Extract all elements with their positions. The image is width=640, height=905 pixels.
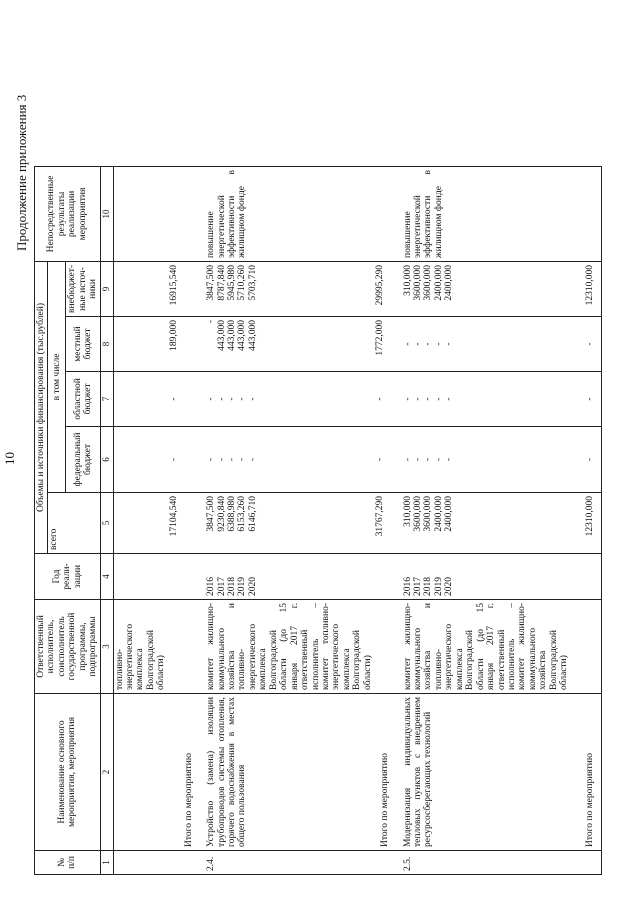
total-local: 1772,000 (374, 317, 391, 372)
header-total: всего (48, 493, 100, 554)
table-row (402, 166, 571, 874)
total-extrabudget: 12310,000 (571, 261, 602, 316)
header-financing: Объемы и источники финансирования (тыс.рублей) (35, 261, 48, 553)
total-sum: 17104,540 (168, 493, 195, 554)
activity-local: - - - - - (402, 317, 571, 372)
total-regional: - (571, 372, 602, 427)
activity-regional: - - - - - (205, 372, 374, 427)
header-extrabudget: внебюджет- ные источ- ники (66, 261, 100, 316)
header-row-1 (35, 166, 48, 874)
column-number: 3 (100, 600, 113, 694)
total-sum: 31767,290 (374, 493, 391, 554)
column-number: 10 (100, 166, 113, 261)
total-sum: 12310,000 (571, 493, 602, 554)
total-federal: - (374, 427, 391, 493)
total-label: Итого по мероприятию (374, 694, 391, 851)
header-federal: федеральный бюджет (66, 427, 100, 493)
activity-total: 310,000 3600,000 3600,000 2400,000 2400,000 (402, 493, 571, 554)
activity-total: 3847,500 9230,840 6388,980 6153,260 6146,710 (205, 493, 374, 554)
program-table (34, 166, 602, 875)
continuation-executor: топливно-энергетического комплекса Волгоградской области) (113, 600, 168, 694)
activity-federal: - - - - - (402, 427, 571, 493)
total-extrabudget: 16915,540 (168, 261, 195, 316)
row-number: 2.5. (402, 851, 571, 875)
continuation-row (113, 166, 168, 874)
column-number: 1 (100, 851, 113, 875)
activity-result: повышение энергетической эффективности в жилищном фонде (205, 166, 374, 261)
total-row (374, 166, 391, 874)
column-numbers-row (100, 166, 113, 874)
total-row (571, 166, 602, 874)
column-number: 4 (100, 554, 113, 600)
header-num: № п/п (35, 851, 101, 875)
activity-name: Устройство (замена) изоляции трубопроводов системы отопления, горячего водоснабжения в местах общего пользования (205, 694, 374, 851)
total-local: - (571, 317, 602, 372)
activity-years: 2016 2017 2018 2019 2020 (205, 554, 374, 600)
total-label: Итого по мероприятию (571, 694, 602, 851)
total-federal: - (571, 427, 602, 493)
header-executor: Ответственный исполнитель, соисполнитель государственной программы, подпрограммы (35, 600, 101, 694)
total-local: 189,000 (168, 317, 195, 372)
column-number: 6 (100, 427, 113, 493)
activity-executor: комитет жилищно-коммунального хозяйства и топливно-энергетического комплекса Волгоградской области (до 15 января 2017 г. ответственный исполнитель – комитет топливно-энергетического комплекса Волгоградской области) (205, 600, 374, 694)
header-local: местный бюджет (66, 317, 100, 372)
column-number: 8 (100, 317, 113, 372)
total-federal: - (168, 427, 195, 493)
activity-local: - 443,000 443,000 443,000 443,000 (205, 317, 374, 372)
total-extrabudget: 29995,290 (374, 261, 391, 316)
activity-result: повышение энергетической эффективности в жилищном фонде (402, 166, 571, 261)
table-row (205, 166, 374, 874)
header-regional: областной бюджет (66, 372, 100, 427)
total-row (168, 166, 195, 874)
header-name: Наименование основного мероприятия, мероприятия (35, 694, 101, 851)
total-label: Итого по мероприятию (168, 694, 195, 851)
appendix-caption: Продолжение приложения 3 (14, 94, 29, 251)
activity-federal: - - - - - (205, 427, 374, 493)
total-regional: - (168, 372, 195, 427)
header-results: Непосредственные результаты реализации мероприятия (35, 166, 101, 261)
column-number: 5 (100, 493, 113, 554)
total-regional: - (374, 372, 391, 427)
header-year: Год реали- зации (35, 554, 101, 600)
activity-extrabudget: 3847,500 8787,840 5945,980 5710,260 5703,710 (205, 261, 374, 316)
column-number: 9 (100, 261, 113, 316)
header-including: в том числе (48, 261, 66, 492)
page-number: 10 (2, 452, 17, 465)
column-number: 2 (100, 694, 113, 851)
column-number: 7 (100, 372, 113, 427)
activity-extrabudget: 310,000 3600,000 3600,000 2400,000 2400,000 (402, 261, 571, 316)
activity-regional: - - - - - (402, 372, 571, 427)
activity-years: 2016 2017 2018 2019 2020 (402, 554, 571, 600)
activity-executor: комитет жилищно-коммунального хозяйства и топливно-энергетического комплекса Волгоградской области (до 15 января 2017 г. ответственный исполнитель – комитет жилищно-коммунального хозяйства Волгоградской области) (402, 600, 571, 694)
activity-name: Модернизация индивидуальных тепловых пунктов с внедрением ресурсосберегающих технологий (402, 694, 571, 851)
row-number: 2.4. (205, 851, 374, 875)
